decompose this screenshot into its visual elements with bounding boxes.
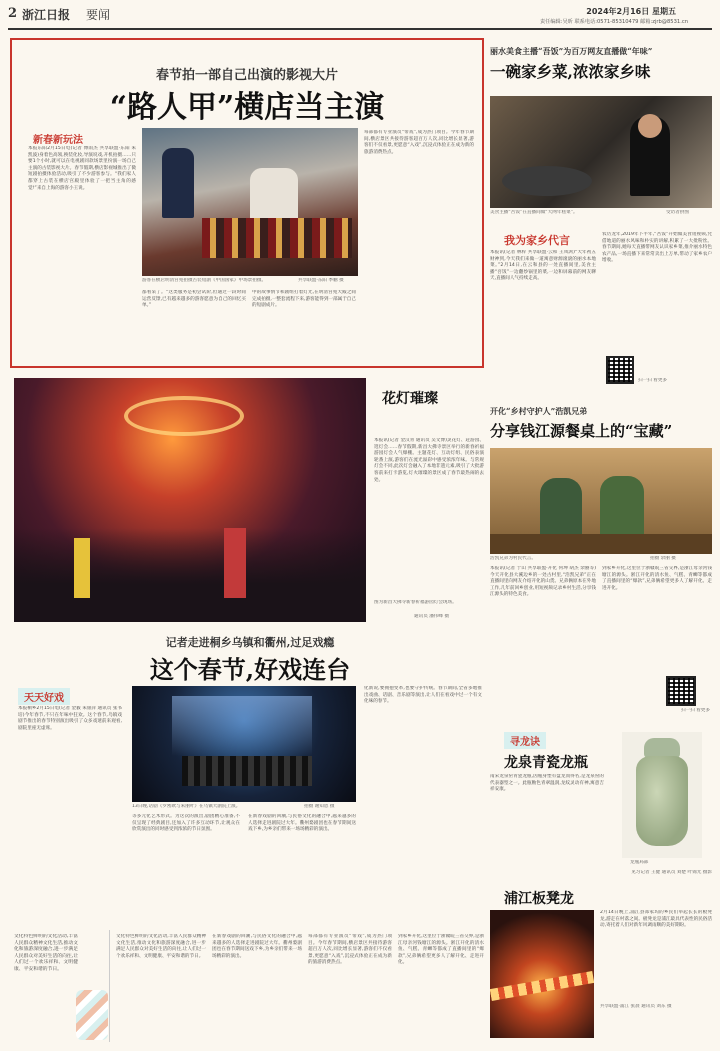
opera-story [14, 630, 486, 930]
right1-caption: 美食主播“吾饭”在直播间做“大网年糕菜”。 [490, 210, 578, 215]
opera-text-col4: 化新说,要拥抱变革,也要守护传统。春节期间,全省多地推出戏曲、话剧、音乐剧等演出,让人们在看戏中过一个有文化味的春节。 [364, 686, 482, 705]
opera-tag: 天天好戏 [18, 688, 70, 705]
lead-tag: 新春新玩法 [33, 135, 83, 146]
dragon-credit: 见习记者 王健 通讯员 刘楚 叶锦光 摄影 [631, 870, 712, 875]
opera-credit: 拍摄 谢知恩 摄 [304, 804, 335, 809]
lead-text-col3: 中的故事情节和剧组打着灯光,在明清宫苑大殿之间完成拍摄,一整套流程下来,游客能得到一部属于自己的短剧成片。 [252, 290, 356, 309]
right1-qr-code [606, 356, 634, 384]
bench-text: 2月14日晚上,浦江县郑家坞的乡民们举起长长的板凳龙,游走在村落之间。板凳龙是浦江最具代表性的民俗活动,寄托着人们对新年风调雨顺的美好期盼。 [600, 910, 712, 929]
right1-scan-label: 扫一扫 看更多 [638, 378, 668, 383]
opera-kicker: 记者走进桐乡乌镇和衢州,过足戏瘾 [165, 636, 335, 649]
dragon-caption: 龙瓶局部 [630, 860, 649, 865]
dragon-tag: 寻龙诀 [504, 732, 546, 749]
dragon-title: 龙泉青瓷龙瓶 [504, 755, 588, 771]
right2-photo [490, 448, 712, 554]
right2-caption: 浩凯兄弟为村民代言。 [490, 556, 536, 561]
dragon-vase-photo [622, 732, 702, 858]
lantern-title: 花灯璀璨 [382, 391, 438, 407]
right1-tag: 我为家乡代言 [504, 234, 570, 247]
lead-text-col2: 都看呆了。“这类服务是初尝试阶,但通过一段时间运营反馈,已有越来越多的游客愿意为自己的回忆买单。” [142, 290, 246, 309]
lead-story [10, 38, 484, 368]
bench-credit: 共享联盟·浦江 张晨 通讯员 刘东 摄 [600, 1004, 672, 1009]
bottom-strip [14, 930, 486, 1044]
lead-text-col4: 每部都有专业演员“带戏”,成为热门项目。今年春节期间,横店景区共接待游客超百万人次,同比增长显著,游客们不仅看景,更愿意“入戏”,沉浸式体验正在成为新的旅游消费热点。 [364, 130, 474, 155]
bottom-text-col4: 到家乡开化,这里位于浙赣皖三省交界,是浙江母亲河钱塘江的源头。浙江开化的清水鱼、气糕、青蛳等都成了直播间里的“爆款”,兄弟俩希望更多人了解开化、走进开化。 [398, 934, 484, 966]
bottom-left-text: 文化特色鲜明的文化活动,丰富人民群众精神文化生活,推动文化和旅游深度融合,进一步满足人民群众对美好生活的向往,让人们过一个欢乐祥和、文明健康、平安和谐的节日。 [14, 934, 78, 972]
bottom-text-col1: 文化特色鲜明的文化活动,丰富人民群众精神文化生活,推动文化和旅游深度融合,进一步满足人民群众对美好生活的向往,让人们过一个欢乐祥和、文明健康、平安和谐的节日。 [116, 934, 206, 959]
bottom-text-col3: 每部都有专业演员“带戏”,成为热门项目。今年春节期间,横店景区共接待游客超百万人次,同比增长显著,游客们不仅看景,更愿意“入戏”,沉浸式体验正在成为新的旅游消费热点。 [308, 934, 392, 966]
right2-scan-label: 扫一扫 看更多 [680, 708, 710, 713]
right1-photo [490, 96, 712, 208]
lead-title: “路人甲”横店当主演 [109, 90, 385, 125]
bench-photo [490, 910, 594, 1038]
opera-title: 这个春节,好戏连台 [149, 655, 351, 684]
section-name: 要闻 [86, 8, 111, 22]
opera-caption: 13日晚,话剧《罗密欧与朱丽叶》在乌镇大剧院上演。 [132, 804, 241, 809]
lead-kicker: 春节拍一部自己出演的影视大片 [155, 68, 338, 83]
editor-line: 责任编辑:吴昕 联系电话:0571-85310479 邮箱:zjrb@8531.cn [539, 19, 688, 25]
bottom-left-box [14, 930, 110, 1042]
masthead-rule [8, 28, 712, 30]
lantern-photo [14, 378, 366, 622]
date-line: 2024年2月16日 星期五 [586, 7, 676, 16]
right2-kicker: 开化“乡村守护人”浩凯兄弟 [490, 406, 588, 416]
opera-text-col1: 本报桐乡2月15日电(记者 金毅 朱银萍 通讯员 张书培)今年春节,不只在年味中狂欢。这个春节,乌镇戏剧节推出的春节特别演出吸引了众多戏迷前来观看,剧院里座无虚席。 [18, 706, 122, 731]
right1-kicker: 丽水美食主播“吾饭”为百万网友直播做“年味” [490, 46, 653, 56]
right2-title: 分享钱江源餐桌上的“宝藏” [490, 422, 673, 440]
lantern-text: 本报讯(记者 金汉青 通讯员 吴文博)灵花灯、赶游园、逛灯会……春节假期,新昌大佛寺景区举行的新春祈福游园灯会人气爆棚。主题花灯、互动灯组、民俗表演轮番上演,游客们在流光溢彩中感受浓浓年味。与常规灯会不同,此次灯会融入了本地非遗元素,吸引了大批游客前来打卡游览,灯火璀璨的景区成了春节最热闹的去处。 [374, 438, 484, 483]
lead-text-col1: 本报东阳2月15日电(记者 傅雨杰 共享联盟·东阳 朱凯波)身着色高领,换装化妆,导演说戏,开机拍摄……只要1个小时,就可以在电视剧同款场景里扮演一场自己主演的古装影视大片。春节假期,横店影视城推出了微短剧拍摄体验活动,吸引了不少游客参与。“我们家人都穿上古装在横店宫殿里体验了一把当主角的感觉!”来自上海的游客小王说。 [28, 146, 136, 191]
lead-credit: 共享联盟·东阳 季鹏 摄 [298, 278, 344, 283]
decor-ribbon [76, 990, 108, 1040]
paper-name: 浙江日报 [22, 8, 71, 22]
right1-credit: 受访者供图 [666, 210, 689, 215]
right1-title: 一碗家乡菜,浓浓家乡味 [490, 62, 651, 81]
lantern-caption: 图为新昌大佛寺新春祈福游园灯会现场。 [374, 600, 457, 605]
lantern-credit: 通讯员 潘伟峰 摄 [414, 614, 450, 619]
lead-photo [142, 128, 358, 276]
right2-text-col2: 到家乡开化,这里位于浙赣皖三省交界,是浙江母亲河钱塘江的源头。浙江开化的清水鱼、气糕、青蛳等都成了直播间里的“爆款”,兄弟俩希望更多人了解开化、走进开化。 [602, 566, 712, 591]
right-story-2 [490, 400, 714, 722]
opera-photo [132, 686, 356, 802]
lantern-story [14, 378, 486, 630]
bench-story [490, 886, 714, 1044]
opera-text-col2: 等多元化艺术形式。为这次的演出,剧团精心准备,不仅呈现了经典剧目,还加入了许多互动环节,让观众在欣赏演出的同时感受到浓浓的节日氛围。 [132, 814, 240, 833]
lead-caption: 游客在横店明清宫苑拍摄古装短剧《中国国家》中场景拍摄。 [142, 278, 267, 283]
dragon-text: 南宋龙泉窑青瓷龙瓶,因瓶身塑有盘龙而得名,是龙泉窑的代表器型之一。此瓶釉色青翠温润,龙纹灵动有神,寓意吉祥安康。 [490, 774, 604, 793]
page-number: 2 [8, 6, 18, 21]
right2-text-col1: 本报讯(记者 于山 共享联盟·开化 何坤 胡杰 余丽等)今天开化县大溪边乡的一处古村里,“浩凯兄弟”正在直播间里向网友介绍开化的山货。兄弟俩原本在外地工作,几年前回乡创业,用短视频记录乡村生活,分享钱江源头的特色美食。 [490, 566, 596, 598]
right2-credit: 拍摄 余丽 摄 [650, 556, 676, 561]
dragon-story [490, 728, 714, 882]
right2-qr-code [666, 676, 696, 706]
right1-text-col2: 农历龙年,2019年下半年,“吾饭”开始做美食短视频,凭借地道的丽水风味和朴实的讲解,积累了一大批粉丝。春节期间,她每天直播带网友认识家乡菜,推介丽水特色农产品,一场直播下来常常卖出上万单,带动了家乡农户增收。 [602, 232, 712, 264]
bottom-text-col2: 在新春戏剧的回潮,与民俗文化的融合中,越来越多的人选择走进剧院过大年。衢州婺剧团也在春节期间送戏下乡,为乡亲们带来一场场精彩的演出。 [212, 934, 302, 959]
right1-text-col1: 本报讯(记者 林梓 共享联盟·云和 王凤鸿)“大年初五财神到,今天我们来做一道寓意财源滚滚的丽水本地菜。”2月14日,在云和县的一处直播间里,美食主播“吾饭”一边翻炒锅里的菜,一边和屏幕前的网友聊天,直播间人气持续走高。 [490, 250, 596, 282]
bench-title: 浦江板凳龙 [504, 891, 574, 907]
right-story-1 [490, 38, 714, 394]
masthead [8, 4, 712, 34]
opera-text-col3: 在新春戏剧的回潮,与民俗文化的融合中,越来越多的人选择走进剧院过大年。衢州婺剧团也在春节期间送戏下乡,为乡亲们带来一场场精彩的演出。 [248, 814, 356, 833]
